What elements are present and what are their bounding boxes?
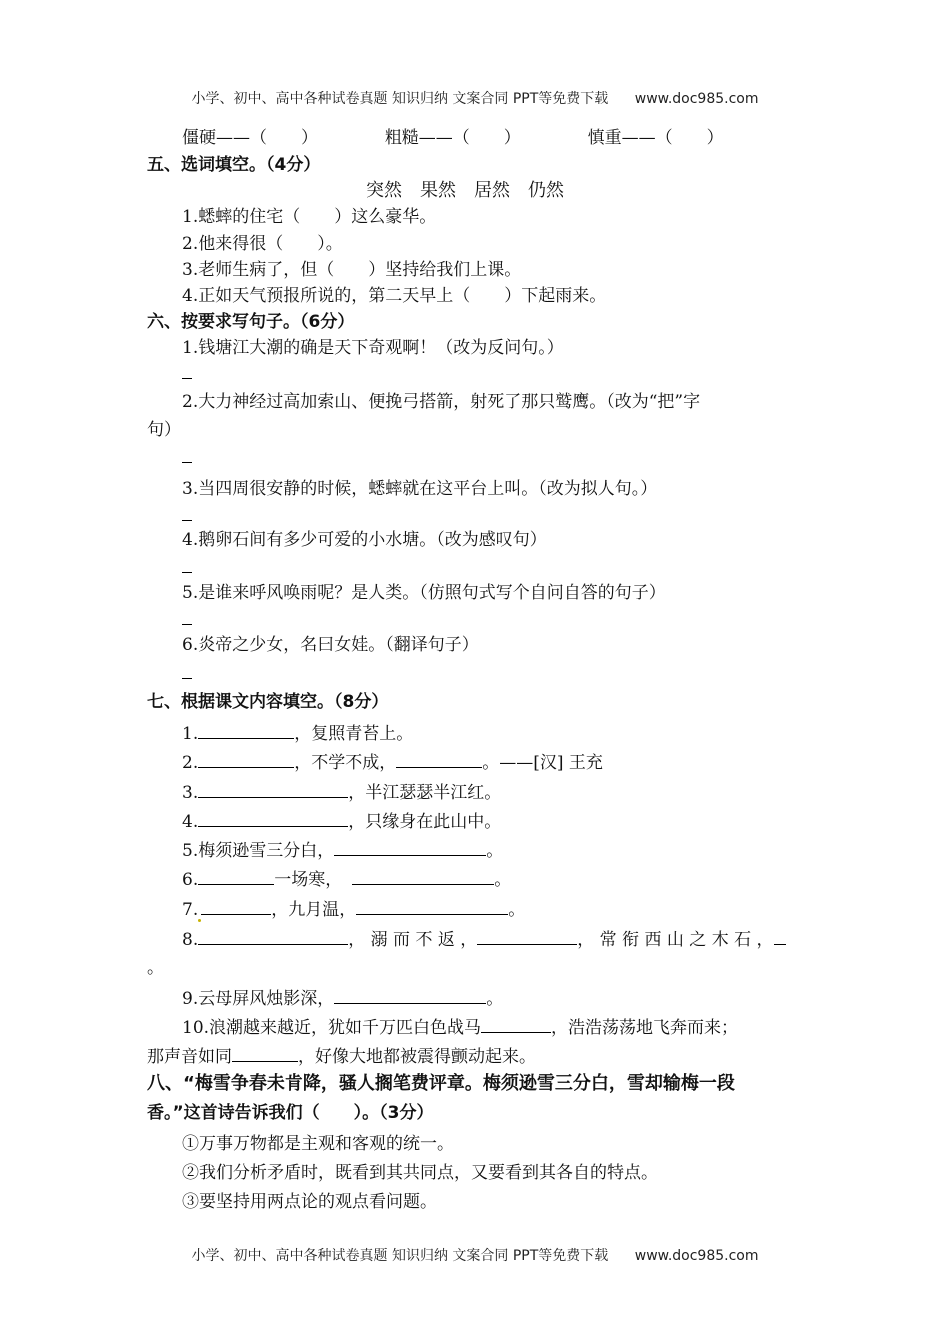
s7-item-7 bbox=[182, 896, 810, 922]
item-text: ，浩浩荡荡地飞奔而来； bbox=[551, 1018, 739, 1038]
option-3: ③要坚持用两点论的观点看问题。 bbox=[182, 1192, 437, 1212]
header-site[interactable]: www.doc985.com bbox=[634, 91, 759, 107]
s6-item-4: 4.鹅卵石间有多少可爱的小水塘。（改为感叹句） bbox=[182, 530, 547, 550]
item-text: ， 溺 而 不 返 ， bbox=[348, 930, 478, 950]
option-1: ①万事万物都是主观和客观的统一。 bbox=[182, 1134, 454, 1154]
item-number: 8. bbox=[182, 930, 199, 950]
s5-item-2: 2.他来得很（ ）。 bbox=[182, 234, 343, 254]
section-5-title: 五、选词填空。（4分） bbox=[147, 155, 321, 175]
item-text: 9.云母屏风烛影深， bbox=[182, 989, 335, 1009]
item-text: 。 bbox=[486, 989, 504, 1009]
item-text: 10.浪潮越来越近，犹如千万匹白色战马 bbox=[182, 1018, 482, 1038]
page-footer bbox=[0, 1245, 950, 1265]
s6-item-2-cont: 句） bbox=[147, 420, 181, 440]
s7-item-5 bbox=[182, 837, 810, 863]
item-number: 2. bbox=[182, 753, 199, 773]
item-text: 。——[汉] 王充 bbox=[482, 753, 603, 773]
item-text: ，只缘身在此山中。 bbox=[348, 812, 502, 832]
answer-line[interactable] bbox=[182, 608, 810, 632]
answer-line[interactable] bbox=[182, 504, 810, 528]
fill-blank[interactable] bbox=[232, 1043, 298, 1062]
antonym-2: 粗糙——（ ） bbox=[384, 128, 521, 148]
fill-blank[interactable] bbox=[198, 808, 348, 827]
antonym-1: 僵硬——（ ） bbox=[182, 128, 318, 148]
fill-blank[interactable] bbox=[477, 926, 577, 945]
s7-item-10 bbox=[182, 1014, 810, 1040]
s5-item-4: 4.正如天气预报所说的，第二天早上（ ）下起雨来。 bbox=[182, 286, 607, 306]
s6-item-5: 5.是谁来呼风唤雨呢？是人类。（仿照句式写个自问自答的句子） bbox=[182, 583, 666, 603]
footer-site[interactable]: www.doc985.com bbox=[634, 1248, 759, 1264]
item-text: 5.梅须逊雪三分白， bbox=[182, 841, 335, 861]
item-text: ，复照青苔上。 bbox=[294, 724, 414, 744]
item-text: 。 bbox=[508, 900, 526, 920]
page-header bbox=[0, 88, 950, 108]
section-8-title-cont: 香。”这首诗告诉我们（ ）。（3分） bbox=[147, 1103, 434, 1123]
answer-line[interactable] bbox=[182, 556, 810, 580]
item-number: 1. bbox=[182, 724, 199, 744]
fill-blank[interactable] bbox=[198, 720, 294, 739]
answer-line[interactable] bbox=[182, 362, 810, 386]
s7-item-2 bbox=[182, 749, 810, 775]
footer-text: 小学、初中、高中各种试卷真题 知识归纳 文案合同 PPT等免费下载 bbox=[191, 1248, 609, 1264]
fill-blank[interactable] bbox=[201, 896, 271, 915]
antonym-3: 慎重——（ ） bbox=[587, 128, 724, 148]
fill-blank[interactable] bbox=[396, 749, 482, 768]
fill-blank[interactable] bbox=[481, 1014, 551, 1033]
fill-blank[interactable] bbox=[198, 866, 274, 885]
item-text: ，好像大地都被震得颤动起来。 bbox=[298, 1047, 536, 1067]
fill-blank[interactable] bbox=[356, 896, 508, 915]
fill-blank[interactable] bbox=[334, 837, 486, 856]
s7-item-9 bbox=[182, 985, 810, 1011]
fill-blank[interactable] bbox=[334, 985, 486, 1004]
s5-item-3: 3.老师生病了，但（ ）坚持给我们上课。 bbox=[182, 260, 522, 280]
fill-blank[interactable] bbox=[774, 926, 786, 945]
word-bank: 突然 果然 居然 仍然 bbox=[366, 180, 564, 201]
s7-item-1 bbox=[182, 720, 810, 746]
item-text: 那声音如同 bbox=[147, 1047, 232, 1067]
item-text: ，不学不成， bbox=[294, 753, 397, 773]
item-number: 4. bbox=[182, 812, 199, 832]
s5-item-1: 1.蟋蟀的住宅（ ）这么豪华。 bbox=[182, 207, 437, 227]
fill-blank[interactable] bbox=[198, 749, 294, 768]
section-8-title: 八、“梅雪争春未肯降，骚人搁笔费评章。梅须逊雪三分白，雪却输梅一段 bbox=[147, 1073, 735, 1094]
item-text: 。 bbox=[494, 870, 512, 890]
answer-line[interactable] bbox=[182, 446, 810, 470]
s6-item-6: 6.炎帝之少女，名曰女娃。（翻译句子） bbox=[182, 635, 479, 655]
item-text: ， 常 衔 西 山 之 木 石 ， bbox=[577, 930, 774, 950]
s7-item-8 bbox=[182, 926, 810, 952]
s6-item-2: 2.大力神经过高加索山、便挽弓搭箭，射死了那只鹫鹰。（改为“把”字 bbox=[182, 392, 701, 412]
item-number: 6. bbox=[182, 870, 199, 890]
item-text: ，九月温， bbox=[271, 900, 357, 920]
antonym-line bbox=[182, 126, 810, 150]
item-text: 。 bbox=[486, 841, 504, 861]
fill-blank[interactable] bbox=[198, 779, 348, 798]
item-text: ，半江瑟瑟半江红。 bbox=[348, 783, 502, 803]
fill-blank[interactable] bbox=[198, 926, 348, 945]
item-text: 一场寒， bbox=[274, 870, 343, 890]
s7-item-8-cont: 。 bbox=[147, 958, 164, 978]
section-6-title: 六、按要求写句子。（6分） bbox=[147, 312, 355, 332]
item-number: 7. bbox=[182, 900, 199, 920]
s7-item-6 bbox=[182, 866, 810, 892]
s7-item-4 bbox=[182, 808, 810, 834]
mark-dot bbox=[198, 919, 201, 922]
option-2: ②我们分析矛盾时，既看到其共同点，又要看到其各自的特点。 bbox=[182, 1163, 658, 1183]
s6-item-3: 3.当四周很安静的时候，蟋蟀就在这平台上叫。（改为拟人句。） bbox=[182, 479, 658, 499]
s6-item-1: 1.钱塘江大潮的确是天下奇观啊！（改为反问句。） bbox=[182, 338, 564, 358]
header-text: 小学、初中、高中各种试卷真题 知识归纳 文案合同 PPT等免费下载 bbox=[191, 91, 609, 107]
section-7-title: 七、根据课文内容填空。（8分） bbox=[147, 692, 389, 712]
fill-blank[interactable] bbox=[352, 866, 494, 885]
s7-item-10-cont bbox=[147, 1043, 810, 1069]
answer-line[interactable] bbox=[182, 662, 810, 686]
s7-item-3 bbox=[182, 779, 810, 805]
item-number: 3. bbox=[182, 783, 199, 803]
